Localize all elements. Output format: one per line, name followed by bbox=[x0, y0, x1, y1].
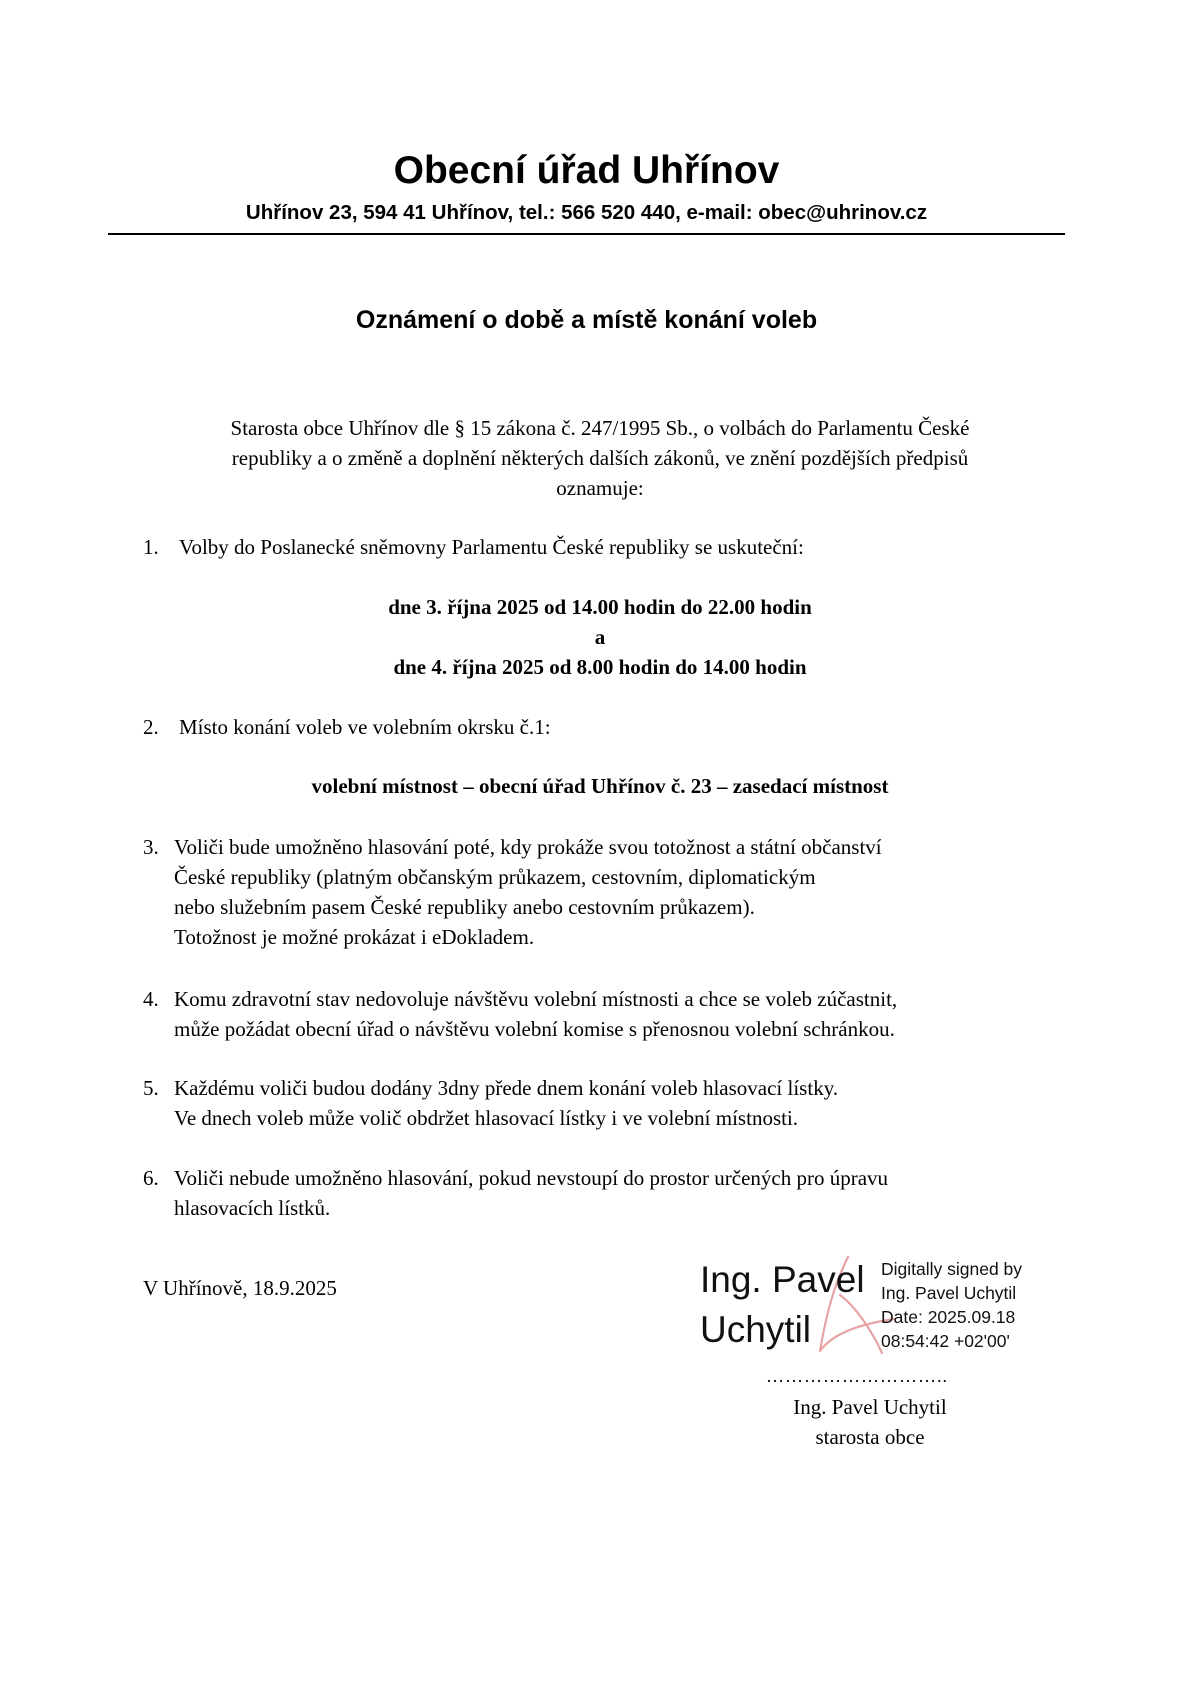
election-date-day2: dne 4. října 2025 od 8.00 hodin do 14.00 hodin bbox=[393, 655, 807, 679]
list-item-2 bbox=[143, 712, 551, 742]
item-number: 2. bbox=[143, 715, 159, 739]
item-text: nebo služebním pasem České republiky anebo cestovním průkazem). bbox=[174, 895, 755, 919]
item-number: 3. bbox=[143, 835, 159, 859]
item-text: Voliči nebude umožněno hlasování, pokud nevstoupí do prostor určených pro úpravu bbox=[174, 1166, 889, 1190]
signature-details: Digitally signed by Ing. Pavel Uchytil Date: 2025.09.18 08:54:42 +02'00' bbox=[881, 1259, 1023, 1351]
item-number: 1. bbox=[143, 535, 159, 559]
list-item-4 bbox=[143, 984, 898, 1041]
intro-line: oznamuje: bbox=[556, 476, 644, 500]
item-number: 6. bbox=[143, 1166, 159, 1190]
item-text: České republiky (platným občanským průkazem, cestovním, diplomatickým bbox=[174, 865, 816, 889]
office-contact: Uhřínov 23, 594 41 Uhřínov, tel.: 566 520 440, e-mail: obec@uhrinov.cz bbox=[245, 201, 928, 224]
item-text: Volby do Poslanecké sněmovny Parlamentu České republiky se uskuteční: bbox=[179, 535, 804, 559]
item-text: může požádat obecní úřad o návštěvu volební komise s přenosnou volební schránkou. bbox=[174, 1017, 895, 1041]
intro-paragraph bbox=[108, 413, 1092, 503]
signer-role: starosta obce bbox=[815, 1425, 925, 1449]
election-date-conjunction: a bbox=[594, 625, 606, 649]
letterhead bbox=[108, 143, 1065, 227]
signer-block bbox=[700, 1392, 1040, 1452]
digital-signature bbox=[700, 1255, 1060, 1360]
place-and-date: V Uhřínově, 18.9.2025 bbox=[143, 1276, 337, 1300]
item-text: Místo konání voleb ve volebním okrsku č.1: bbox=[179, 715, 551, 739]
item-text: Voliči bude umožněno hlasování poté, kdy prokáže svou totožnost a státní občanství bbox=[174, 835, 882, 859]
list-item-1 bbox=[143, 532, 804, 562]
intro-line: Starosta obce Uhřínov dle § 15 zákona č. 247/1995 Sb., o volbách do Parlamentu České bbox=[230, 416, 970, 440]
item-text: Ve dnech voleb může volič obdržet hlasovací lístky i ve volební místnosti. bbox=[174, 1106, 799, 1130]
header-divider bbox=[108, 233, 1065, 235]
election-date-day1: dne 3. října 2025 od 14.00 hodin do 22.00 hodin bbox=[388, 595, 812, 619]
item-text: hlasovacích lístků. bbox=[174, 1196, 331, 1220]
item-number: 5. bbox=[143, 1076, 159, 1100]
item-text: Totožnost je možné prokázat i eDokladem. bbox=[174, 925, 535, 949]
signature-name: Ing. Pavel Uchytil bbox=[700, 1259, 865, 1350]
polling-location: volební místnost – obecní úřad Uhřínov č. 23 – zasedací místnost bbox=[311, 774, 889, 798]
list-item-5 bbox=[143, 1073, 839, 1130]
item-text: Každému voliči budou dodány 3dny přede dnem konání voleb hlasovací lístky. bbox=[174, 1076, 839, 1100]
intro-line: republiky a o změně a doplnění některých dalších zákonů, ve znění pozdějších předpisů bbox=[231, 446, 969, 470]
office-name: Obecní úřad Uhřínov bbox=[393, 149, 780, 192]
list-item-3 bbox=[143, 832, 882, 949]
item-text: Komu zdravotní stav nedovoluje návštěvu volební místnosti a chce se voleb zúčastnit, bbox=[174, 987, 898, 1011]
item-number: 4. bbox=[143, 987, 159, 1011]
notice-title: Oznámení o době a místě konání voleb bbox=[355, 306, 818, 334]
signer-name: Ing. Pavel Uchytil bbox=[793, 1395, 947, 1419]
signature-line: ……………………….. bbox=[766, 1366, 948, 1386]
list-item-6 bbox=[143, 1163, 889, 1220]
